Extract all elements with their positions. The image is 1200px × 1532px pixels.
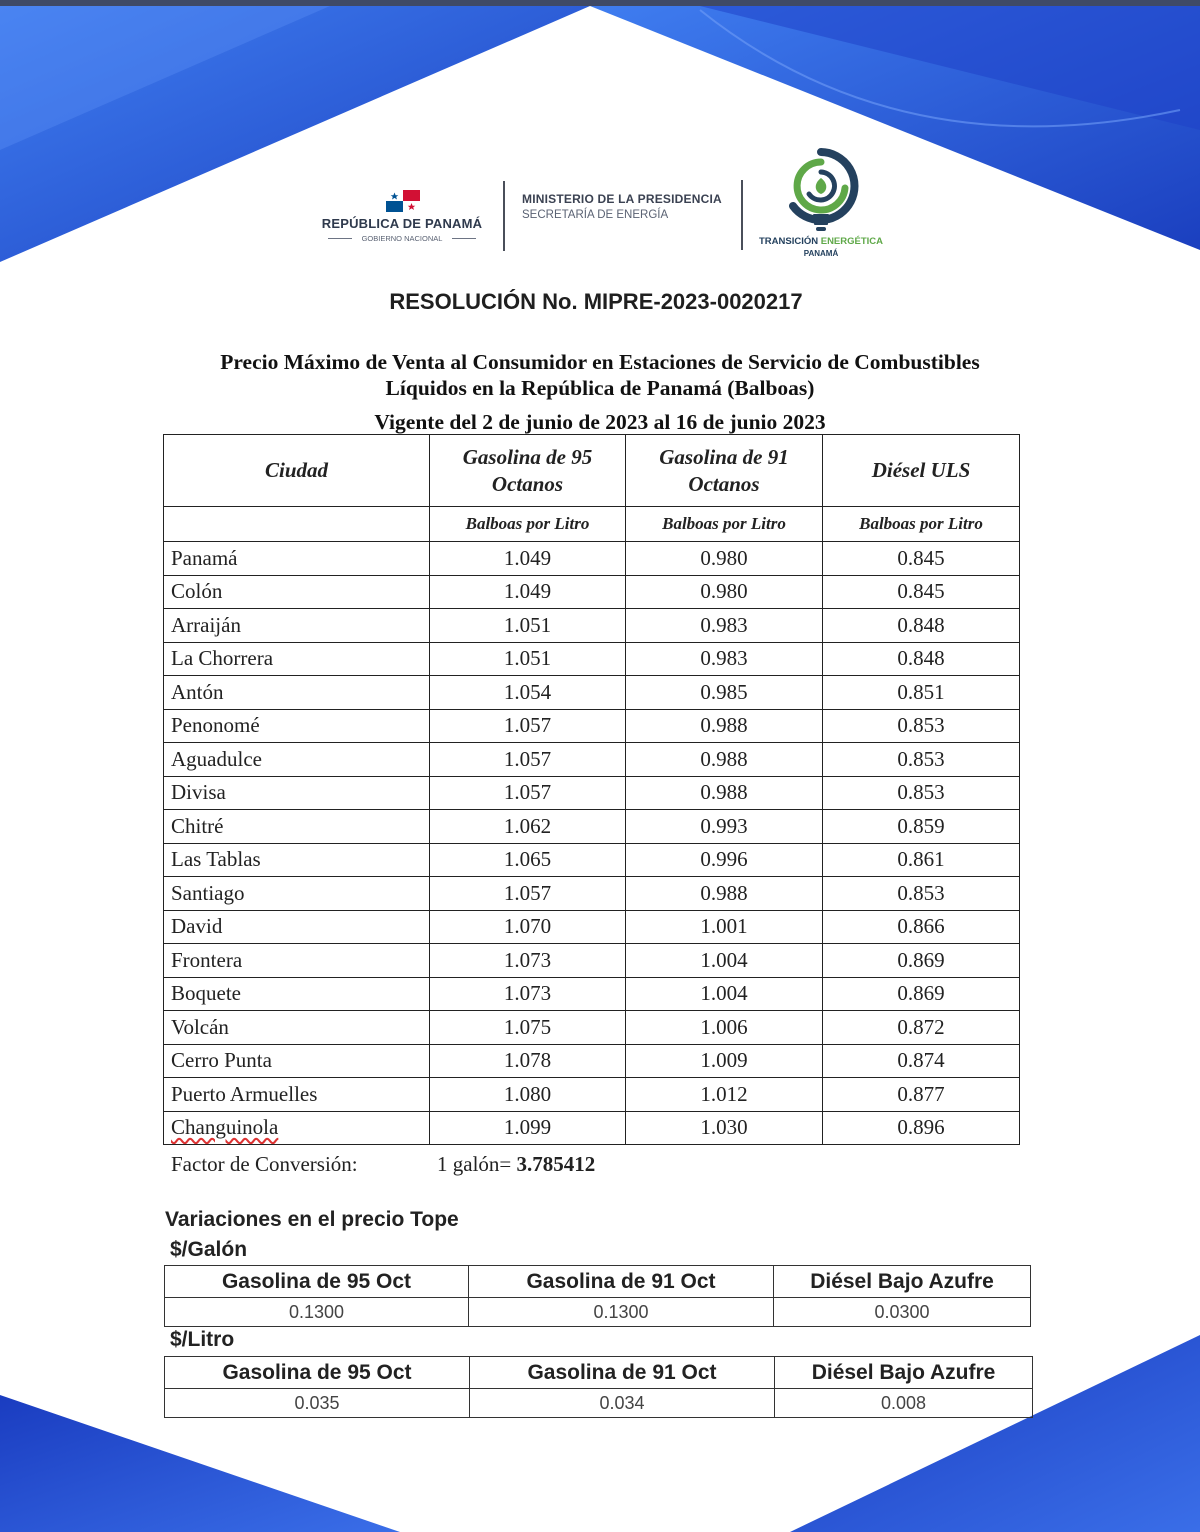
unit-cell: Balboas por Litro [626,507,823,542]
table-header-row [165,1357,1033,1389]
price-gasoline-91: 1.004 [626,944,823,978]
table-row [164,743,1020,777]
table-row [164,810,1020,844]
variation-gasoline-95: 0.035 [165,1389,470,1418]
column-header-gasoline-91: Gasolina de 91 Oct [470,1357,775,1389]
city-cell: Puerto Armuelles [164,1078,430,1112]
city-cell: Arraiján [164,609,430,643]
column-header-gasoline-91: Gasolina de 91 Octanos [626,435,823,507]
variations-title: Variaciones en el precio Tope [165,1208,459,1231]
table-row [164,776,1020,810]
table-row [164,1044,1020,1078]
price-diesel: 0.848 [823,609,1020,643]
city-cell: Chitré [164,810,430,844]
table-row [164,1111,1020,1145]
resolution-number: RESOLUCIÓN No. MIPRE-2023-0020217 [389,289,803,314]
price-diesel: 0.845 [823,542,1020,576]
table-row [165,1298,1031,1327]
table-row [164,609,1020,643]
city-cell: Penonomé [164,709,430,743]
price-gasoline-91: 0.993 [626,810,823,844]
column-header-gasoline-91: Gasolina de 91 Oct [469,1266,774,1298]
price-gasoline-91: 1.012 [626,1078,823,1112]
city-cell: Aguadulce [164,743,430,777]
city-cell: Cerro Punta [164,1044,430,1078]
price-gasoline-95: 1.057 [430,776,626,810]
price-diesel: 0.853 [823,776,1020,810]
price-gasoline-91: 0.996 [626,843,823,877]
conversion-value: 3.785412 [516,1152,596,1176]
city-cell: Colón [164,575,430,609]
price-diesel: 0.896 [823,1111,1020,1145]
government-name: GOBIERNO NACIONAL [361,234,443,243]
column-header-gasoline-95: Gasolina de 95 Oct [165,1266,469,1298]
panama-flag-icon [386,190,420,212]
price-gasoline-95: 1.057 [430,743,626,777]
price-gasoline-95: 1.051 [430,642,626,676]
price-diesel: 0.859 [823,810,1020,844]
variation-gasoline-91: 0.1300 [469,1298,774,1327]
price-diesel: 0.869 [823,977,1020,1011]
table-row [164,542,1020,576]
unit-cell-empty [164,507,430,542]
price-gasoline-95: 1.073 [430,944,626,978]
validity-period: Vigente del 2 de junio de 2023 al 16 de junio 2023 [374,410,826,434]
energy-transition-logo-icon [783,148,859,236]
city-cell: Santiago [164,877,430,911]
price-gasoline-91: 0.988 [626,709,823,743]
variation-gasoline-91: 0.034 [470,1389,775,1418]
price-diesel: 0.853 [823,709,1020,743]
price-diesel: 0.853 [823,743,1020,777]
city-cell: David [164,910,430,944]
price-gasoline-95: 1.070 [430,910,626,944]
price-gasoline-91: 1.030 [626,1111,823,1145]
country-name: REPÚBLICA DE PANAMÁ [321,216,483,231]
city-cell: Las Tablas [164,843,430,877]
price-gasoline-95: 1.062 [430,810,626,844]
city-name: Changuinola [171,1115,279,1140]
price-diesel: 0.874 [823,1044,1020,1078]
price-gasoline-95: 1.051 [430,609,626,643]
city-cell: Divisa [164,776,430,810]
price-gasoline-91: 0.988 [626,877,823,911]
city-cell: La Chorrera [164,642,430,676]
city-cell: Antón [164,676,430,710]
table-row [164,910,1020,944]
price-diesel: 0.872 [823,1011,1020,1045]
variation-diesel: 0.008 [775,1389,1033,1418]
program-name [748,236,894,247]
price-gasoline-91: 0.980 [626,542,823,576]
table-row [164,709,1020,743]
unit-cell: Balboas por Litro [823,507,1020,542]
price-gasoline-95: 1.075 [430,1011,626,1045]
price-diesel: 0.861 [823,843,1020,877]
price-gasoline-95: 1.078 [430,1044,626,1078]
table-row [164,676,1020,710]
program-place: PANAMÁ [803,249,839,258]
document-title-line-1: Precio Máximo de Venta al Consumidor en Estaciones de Servicio de Combustibles [220,350,980,374]
city-cell: Frontera [164,944,430,978]
price-table [163,434,1020,1145]
variation-table-liter [164,1356,1033,1418]
price-gasoline-95: 1.099 [430,1111,626,1145]
price-gasoline-95: 1.054 [430,676,626,710]
price-diesel: 0.866 [823,910,1020,944]
table-row [164,877,1020,911]
price-gasoline-91: 0.988 [626,776,823,810]
table-row [165,1389,1033,1418]
price-gasoline-91: 0.980 [626,575,823,609]
table-row [164,843,1020,877]
vertical-separator [741,180,743,250]
divider-line [452,238,476,239]
column-header-gasoline-95: Gasolina de 95 Octanos [430,435,626,507]
price-gasoline-91: 1.001 [626,910,823,944]
table-row [164,944,1020,978]
price-gasoline-95: 1.073 [430,977,626,1011]
program-word-2: ENERGÉTICA [820,236,884,247]
price-diesel: 0.853 [823,877,1020,911]
city-cell: Panamá [164,542,430,576]
price-diesel: 0.848 [823,642,1020,676]
vertical-separator [503,181,505,251]
conversion-factor [437,1152,595,1177]
document-title-line-2: Líquidos en la República de Panamá (Balboas) [385,376,815,400]
city-cell [164,1111,430,1145]
price-diesel: 0.851 [823,676,1020,710]
price-gasoline-91: 0.988 [626,743,823,777]
unit-row [164,507,1020,542]
price-gasoline-95: 1.057 [430,877,626,911]
price-gasoline-95: 1.049 [430,575,626,609]
variation-gasoline-95: 0.1300 [165,1298,469,1327]
table-header-row [165,1266,1031,1298]
column-header-diesel: Diésel Bajo Azufre [774,1266,1031,1298]
price-gasoline-91: 1.009 [626,1044,823,1078]
conversion-label: Factor de Conversión: [171,1152,358,1176]
column-header-diesel: Diésel Bajo Azufre [775,1357,1033,1389]
unit-per-liter: $/Litro [170,1328,235,1351]
conversion-prefix: 1 galón= [437,1152,512,1176]
table-row [164,575,1020,609]
price-diesel: 0.845 [823,575,1020,609]
table-header-row [164,435,1020,507]
city-cell: Volcán [164,1011,430,1045]
table-row [164,642,1020,676]
price-gasoline-91: 1.004 [626,977,823,1011]
price-gasoline-95: 1.080 [430,1078,626,1112]
variation-diesel: 0.0300 [774,1298,1031,1327]
price-gasoline-95: 1.065 [430,843,626,877]
column-header-gasoline-95: Gasolina de 95 Oct [165,1357,470,1389]
price-gasoline-91: 0.983 [626,609,823,643]
price-gasoline-91: 1.006 [626,1011,823,1045]
column-header-city: Ciudad [164,435,430,507]
column-header-diesel: Diésel ULS [823,435,1020,507]
secretariat-name: SECRETARÍA DE ENERGÍA [522,209,669,221]
price-gasoline-91: 0.985 [626,676,823,710]
table-row [164,977,1020,1011]
table-row [164,1011,1020,1045]
city-cell: Boquete [164,977,430,1011]
unit-per-gallon: $/Galón [170,1238,248,1261]
price-gasoline-95: 1.057 [430,709,626,743]
unit-cell: Balboas por Litro [430,507,626,542]
table-row [164,1078,1020,1112]
price-diesel: 0.877 [823,1078,1020,1112]
ministry-name: MINISTERIO DE LA PRESIDENCIA [522,192,722,206]
price-gasoline-91: 0.983 [626,642,823,676]
program-word-1: TRANSICIÓN [758,236,819,247]
price-diesel: 0.869 [823,944,1020,978]
variation-table-gallon [164,1265,1031,1327]
price-gasoline-95: 1.049 [430,542,626,576]
